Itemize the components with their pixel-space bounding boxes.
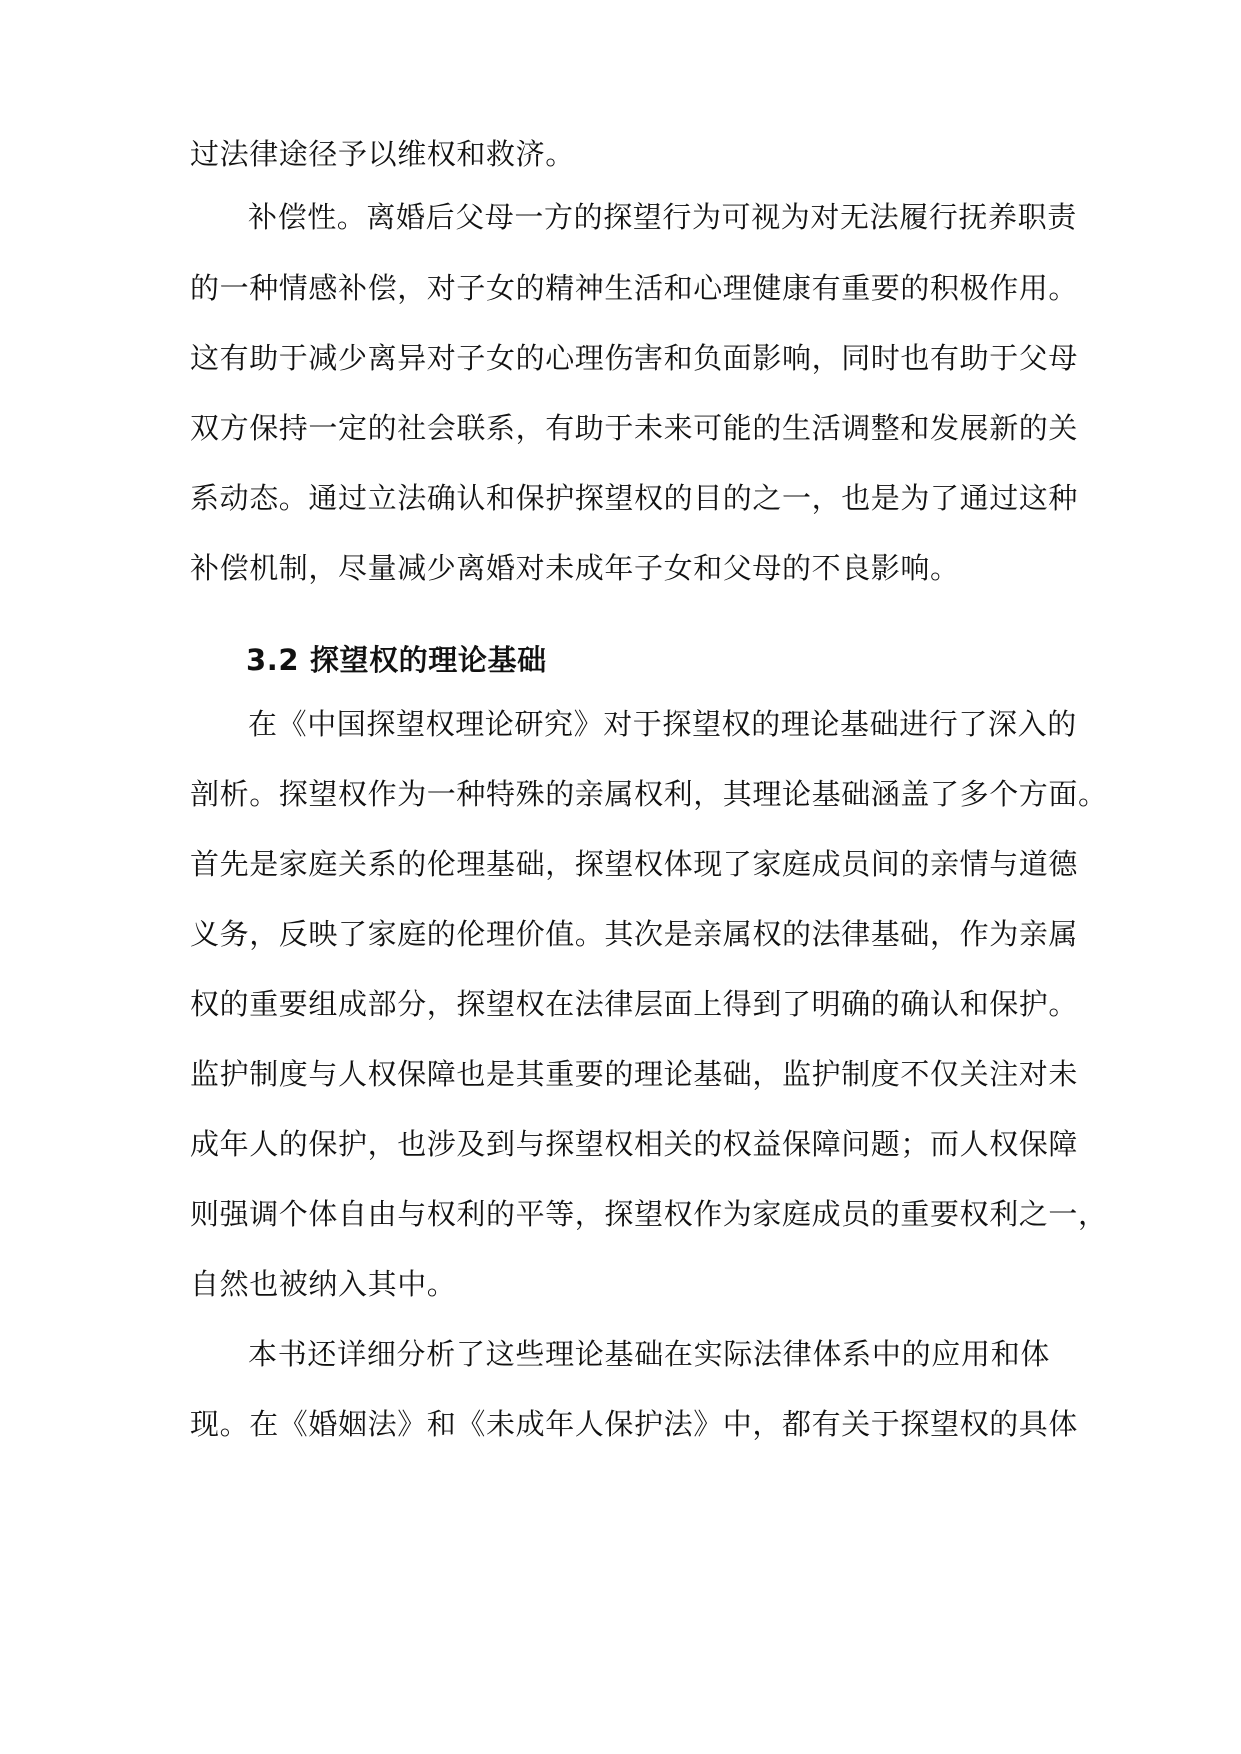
paragraph-2-line-3: 这有助于减少离异对子女的心理伤害和负面影响，同时也有助于父母: [190, 341, 1079, 375]
paragraph-2-line-4: 双方保持一定的社会联系，有助于未来可能的生活调整和发展新的关: [190, 411, 1079, 445]
section-heading: 3.2 探望权的理论基础: [246, 643, 547, 677]
paragraph-2-line-1: 补偿性。离婚后父母一方的探望行为可视为对无法履行抚养职责: [248, 200, 1077, 234]
paragraph-3-line-2: 剖析。探望权作为一种特殊的亲属权利，其理论基础涵盖了多个方面。: [190, 777, 1108, 811]
paragraph-4-line-2: 现。在《婚姻法》和《未成年人保护法》中，都有关于探望权的具体: [190, 1407, 1079, 1441]
paragraph-4-line-1: 本书还详细分析了这些理论基础在实际法律体系中的应用和体: [248, 1337, 1050, 1371]
paragraph-3-line-7: 成年人的保护，也涉及到与探望权相关的权益保障问题；而人权保障: [190, 1127, 1079, 1161]
paragraph-3-line-3: 首先是家庭关系的伦理基础，探望权体现了家庭成员间的亲情与道德: [190, 847, 1079, 881]
paragraph-3-line-5: 权的重要组成部分，探望权在法律层面上得到了明确的确认和保护。: [190, 987, 1079, 1021]
paragraph-1-line-1: 过法律途径予以维权和救济。: [190, 137, 575, 171]
paragraph-3-line-4: 义务，反映了家庭的伦理价值。其次是亲属权的法律基础，作为亲属: [190, 917, 1079, 951]
paragraph-2-line-2: 的一种情感补偿，对子女的精神生活和心理健康有重要的积极作用。: [190, 271, 1079, 305]
paragraph-2-line-5: 系动态。通过立法确认和保护探望权的目的之一，也是为了通过这种: [190, 481, 1079, 515]
paragraph-3-line-6: 监护制度与人权保障也是其重要的理论基础，监护制度不仅关注对未: [190, 1057, 1079, 1091]
paragraph-2-line-6: 补偿机制，尽量减少离婚对未成年子女和父母的不良影响。: [190, 551, 960, 585]
paragraph-3-line-9: 自然也被纳入其中。: [190, 1267, 457, 1301]
paragraph-3-line-1: 在《中国探望权理论研究》对于探望权的理论基础进行了深入的: [248, 707, 1077, 741]
paragraph-3-line-8: 则强调个体自由与权利的平等，探望权作为家庭成员的重要权利之一，: [190, 1197, 1108, 1231]
